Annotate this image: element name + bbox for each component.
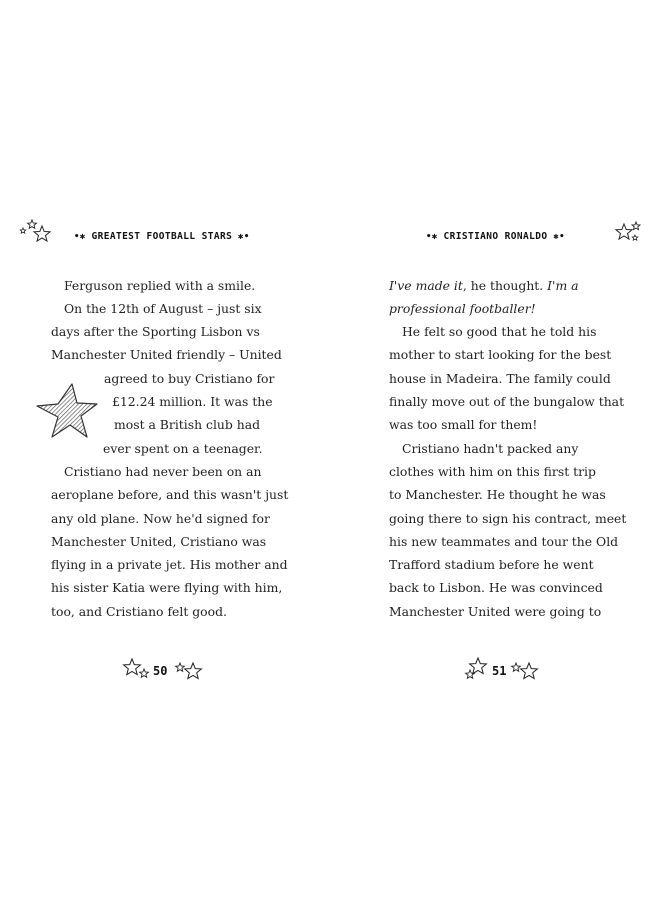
stars-cluster-icon [510, 655, 542, 683]
stars-cluster-icon [174, 655, 206, 683]
text-line: Manchester United were going to [389, 604, 602, 619]
right-page [330, 0, 660, 900]
running-head-text: GREATEST FOOTBALL STARS [91, 231, 233, 242]
running-head-text: CRISTIANO RONALDO [443, 231, 548, 242]
text-line: On the 12th of August – just six [64, 301, 262, 316]
text-line: his sister Katia were flying with him, [51, 580, 283, 595]
big-striped-star-icon [34, 380, 100, 442]
text-line: He felt so good that he told his [402, 324, 597, 339]
text-line: agreed to buy Cristiano for [104, 371, 275, 386]
text-line: days after the Sporting Lisbon vs [51, 324, 260, 339]
text-line [389, 280, 579, 292]
text-line: to Manchester. He thought he was [389, 487, 606, 502]
text-line: mother to start looking for the best [389, 347, 612, 362]
italic-thought: I'm a [547, 278, 579, 293]
text-line: Manchester United friendly – United [51, 347, 282, 362]
text-line: Trafford stadium before he went [389, 557, 594, 572]
text-fragment: , he thought. [462, 278, 548, 293]
page-number: 51 [492, 664, 507, 678]
text-line: finally move out of the bungalow that [389, 394, 625, 409]
text-line [389, 303, 536, 315]
text-line: was too small for them! [389, 417, 538, 432]
text-line: Ferguson replied with a smile. [64, 278, 256, 293]
text-line: aeroplane before, and this wasn't just [51, 487, 289, 502]
stars-icon: ✱• [232, 232, 250, 242]
text-line: most a British club had [114, 417, 261, 432]
text-line: too, and Cristiano felt good. [51, 604, 227, 619]
text-line: clothes with him on this first trip [389, 464, 596, 479]
stars-icon: ✱• [547, 232, 565, 242]
stars-cluster-icon [18, 218, 54, 248]
stars-icon: •✱ [426, 232, 444, 242]
page-number-footer [122, 655, 206, 685]
italic-thought: professional footballer! [389, 301, 536, 316]
text-line: Cristiano hadn't packed any [402, 441, 579, 456]
running-head [426, 231, 565, 242]
text-line: flying in a private jet. His mother and [51, 557, 288, 572]
text-line: Manchester United, Cristiano was [51, 534, 267, 549]
running-head [74, 231, 250, 242]
stars-cluster-icon [610, 218, 644, 248]
stars-cluster-icon [464, 655, 490, 683]
page-number-footer [464, 655, 544, 685]
text-line: £12.24 million. It was the [112, 394, 273, 409]
stars-cluster-icon [122, 655, 152, 683]
italic-thought: I've made it [389, 278, 463, 293]
text-line: his new teammates and tour the Old [389, 534, 619, 549]
page-number: 50 [153, 664, 168, 678]
text-line: Cristiano had never been on an [64, 464, 262, 479]
text-line: any old plane. Now he'd signed for [51, 511, 270, 526]
text-line: going there to sign his contract, meet [389, 511, 627, 526]
stars-icon: •✱ [74, 232, 92, 242]
text-line: ever spent on a teenager. [103, 441, 263, 456]
text-line: back to Lisbon. He was convinced [389, 580, 603, 595]
text-line: house in Madeira. The family could [389, 371, 611, 386]
